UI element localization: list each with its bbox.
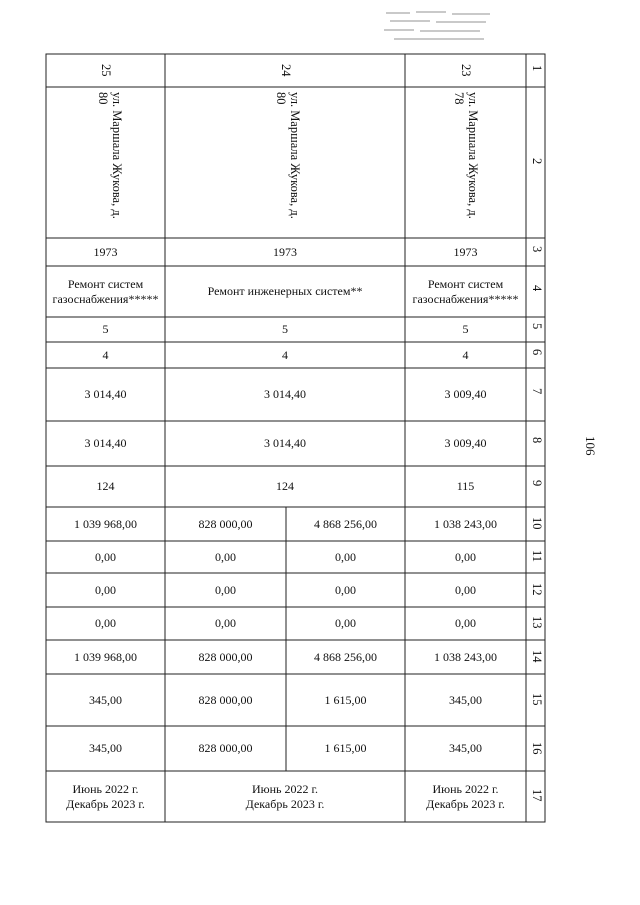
- row-number-7: 7: [530, 388, 544, 395]
- fund-b-24a: 0,00: [215, 582, 236, 597]
- area-premises-24: 3 014,40: [264, 436, 306, 450]
- cost-total-23: 1 038 243,00: [434, 516, 497, 531]
- residents-24: 124: [276, 479, 294, 493]
- floors-24: 5: [282, 322, 288, 336]
- row-number-8: 8: [530, 437, 544, 444]
- row-number-5: 5: [530, 323, 544, 330]
- owners-funds-23: 1 038 243,00: [434, 649, 497, 664]
- col-header-25: 25: [99, 64, 113, 77]
- row-number-3: 3: [530, 246, 544, 253]
- row-number-2: 2: [530, 158, 544, 165]
- owners-funds-25: 1 039 968,00: [74, 649, 137, 664]
- unit-cost-25: 345,00: [89, 692, 122, 707]
- work-type-24: Ремонт инженерных систем**: [207, 284, 363, 298]
- entrances-23: 4: [462, 347, 469, 362]
- cost-total-24b: 4 868 256,00: [314, 516, 377, 531]
- floors-25: 5: [102, 322, 109, 336]
- area-premises-25: 3 014,40: [84, 436, 127, 450]
- owners-funds-24a: 828 000,00: [198, 649, 253, 664]
- year-23: 1973: [453, 244, 478, 259]
- row-number-12: 12: [530, 583, 544, 596]
- year-24: 1973: [273, 244, 297, 259]
- fund-a-24b: 0,00: [335, 549, 356, 564]
- row-number-10: 10: [530, 517, 544, 530]
- period-23-end: Декабрь 2023 г.: [426, 796, 505, 811]
- owners-funds-24b: 4 868 256,00: [314, 649, 377, 664]
- period-24-end: Декабрь 2023 г.: [245, 796, 325, 811]
- page-number: 106: [583, 436, 598, 456]
- row-number-14: 14: [530, 650, 544, 663]
- fund-c-25: 0,00: [95, 616, 116, 630]
- period-23: [405, 771, 526, 822]
- row-number-11: 11: [530, 550, 544, 563]
- work-type-23: Ремонт систем газоснабжения*****: [412, 276, 519, 306]
- address-24: ул. Маршала Жукова, д. 80: [274, 92, 302, 219]
- entrances-25: 4: [102, 347, 109, 362]
- year-25: 1973: [93, 244, 118, 259]
- period-24-start: Июнь 2022 г.: [251, 781, 319, 796]
- period-25-end: Декабрь 2023 г.: [66, 796, 145, 811]
- row-number-17: 17: [530, 789, 544, 802]
- row-number-9: 9: [530, 480, 544, 487]
- col-header-24: 24: [279, 64, 293, 77]
- max-unit-cost-24b: 1 615,00: [324, 741, 367, 755]
- fund-b-25: 0,00: [95, 582, 116, 597]
- unit-cost-23: 345,00: [449, 692, 482, 707]
- area-total-23: 3 009,40: [444, 387, 487, 401]
- fund-a-24a: 0,00: [215, 549, 236, 564]
- fund-a-25: 0,00: [95, 549, 116, 564]
- period-25: [46, 771, 165, 822]
- unit-cost-24a: 828 000,00: [198, 692, 253, 707]
- period-24: [165, 771, 405, 822]
- fund-b-23: 0,00: [455, 582, 476, 597]
- row-number-6: 6: [530, 349, 544, 356]
- period-25-start: Июнь 2022 г.: [72, 781, 139, 796]
- row-number-15: 15: [530, 693, 544, 706]
- area-total-25: 3 014,40: [84, 387, 127, 401]
- fund-c-24a: 0,00: [215, 616, 236, 630]
- area-premises-23: 3 009,40: [444, 436, 487, 450]
- residents-25: 124: [96, 479, 115, 493]
- fund-a-23: 0,00: [455, 549, 476, 564]
- cost-total-25: 1 039 968,00: [74, 516, 137, 531]
- max-unit-cost-25: 345,00: [89, 741, 122, 755]
- row-number-16: 16: [530, 742, 544, 755]
- row-number-4: 4: [530, 285, 544, 292]
- entrances-24: 4: [282, 347, 288, 362]
- fund-c-24b: 0,00: [335, 616, 356, 630]
- work-type-25: Ремонт систем газоснабжения*****: [52, 276, 159, 306]
- residents-23: 115: [456, 479, 475, 493]
- floors-23: 5: [462, 322, 469, 336]
- address-25: ул. Маршала Жукова, д. 80: [96, 92, 124, 219]
- col-header-23: 23: [459, 64, 473, 77]
- row-number-13: 13: [530, 616, 544, 629]
- unit-cost-24b: 1 615,00: [324, 692, 367, 707]
- fund-b-24b: 0,00: [335, 582, 356, 597]
- area-total-24: 3 014,40: [264, 387, 306, 401]
- period-23-start: Июнь 2022 г.: [432, 781, 499, 796]
- address-23: ул. Маршала Жукова, д. 78: [452, 92, 480, 219]
- fund-c-23: 0,00: [455, 616, 476, 630]
- row-number-1: 1: [530, 65, 544, 72]
- cost-total-24a: 828 000,00: [198, 516, 253, 531]
- max-unit-cost-23: 345,00: [449, 741, 482, 755]
- max-unit-cost-24a: 828 000,00: [198, 741, 253, 755]
